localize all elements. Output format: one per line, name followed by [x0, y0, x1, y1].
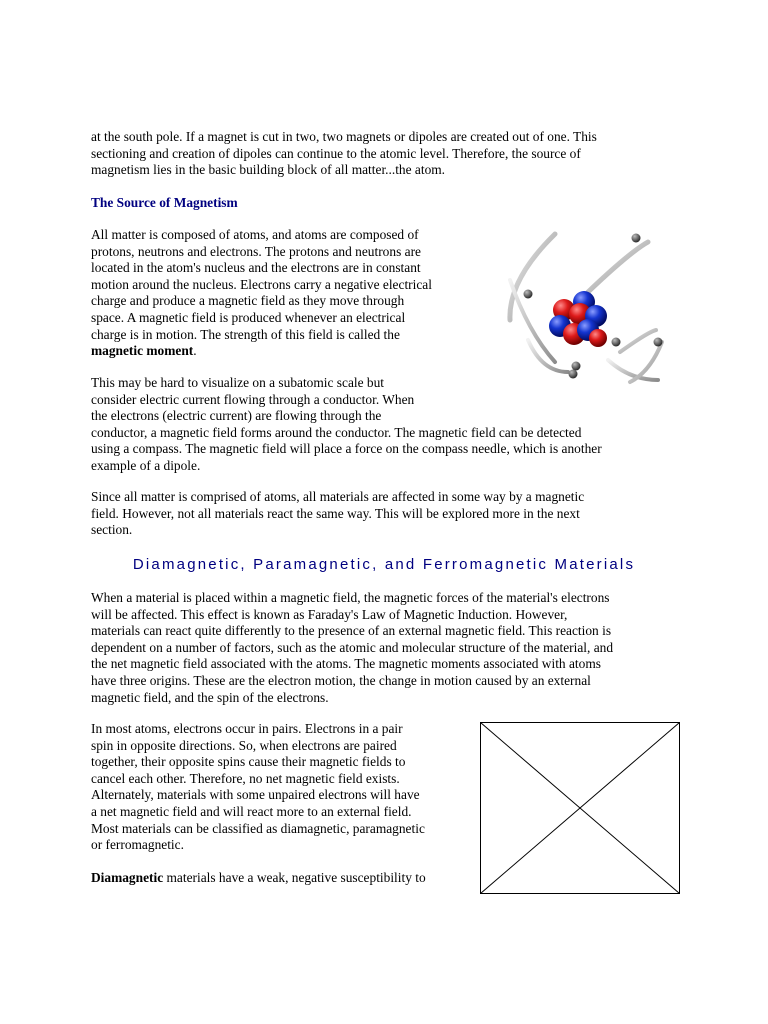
- period: .: [193, 343, 197, 359]
- text-line: cancel each other. Therefore, no net magnetic field exists.: [91, 770, 400, 786]
- text-line: at the south pole. If a magnet is cut in two, two magnets or dipoles are created out of one. This: [91, 129, 597, 144]
- text-line: charge is in motion. The strength of this field is called the: [91, 326, 400, 342]
- text-line: or ferromagnetic.: [91, 837, 184, 853]
- proton: [589, 329, 607, 347]
- text-line: section.: [91, 522, 133, 538]
- text-line: sectioning and creation of dipoles can continue to the atomic level. Therefore, the source of: [91, 145, 581, 161]
- text-line: conductor, a magnetic field forms around the conductor. The magnetic field can be detected: [91, 424, 582, 440]
- text-line: together, their opposite spins cause their magnetic fields to: [91, 754, 406, 770]
- section-heading-source-of-magnetism: The Source of Magnetism: [91, 195, 238, 210]
- electron: [572, 362, 581, 371]
- since-paragraph: [91, 489, 691, 539]
- text-line: space. A magnetic field is produced whenever an electrical: [91, 309, 406, 325]
- text-line: materials can react quite differently to the presence of an external magnetic field. This reaction is: [91, 623, 612, 639]
- text-line: located in the atom's nucleus and the electrons are in constant: [91, 260, 421, 276]
- text-line: consider electric current flowing through a conductor. When: [91, 391, 415, 407]
- text-line: field. However, not all materials react the same way. This will be explored more in the next: [91, 505, 580, 521]
- text-line: magnetism lies in the basic building block of all matter...the atom.: [91, 162, 446, 178]
- intro-paragraph: [91, 129, 691, 179]
- section-heading-magnetic-materials: Diamagnetic, Paramagnetic, and Ferromagnetic Materials: [132, 556, 636, 573]
- text-line: magnetic field, and the spin of the electrons.: [91, 689, 329, 705]
- electron: [524, 290, 533, 299]
- diamagnetic-term: Diamagnetic: [91, 870, 164, 885]
- text-line: the net magnetic field associated with the atoms. The magnetic moments associated with atoms: [91, 656, 601, 672]
- magnetic-moment-term: magnetic moment: [91, 343, 194, 359]
- text-line: have three origins. These are the electron motion, the change in motion caused by an external: [91, 672, 591, 688]
- placed-paragraph: [91, 590, 691, 706]
- pairs-paragraph: [91, 721, 476, 854]
- text-line: using a compass. The magnetic field will place a force on the compass needle, which is another: [91, 441, 602, 457]
- text-line: Alternately, materials with some unpaired electrons will have: [91, 787, 420, 803]
- text-line: All matter is composed of atoms, and atoms are composed of: [91, 227, 419, 242]
- text-line: will be affected. This effect is known as Faraday's Law of Magnetic Induction. However,: [91, 606, 568, 622]
- text-line: Since all matter is comprised of atoms, all materials are affected in some way by a magnetic: [91, 489, 585, 504]
- visualize-paragraph: [91, 375, 691, 475]
- text-line: In most atoms, electrons occur in pairs. Electrons in a pair: [91, 721, 403, 736]
- text-line: This may be hard to visualize on a subatomic scale but: [91, 375, 385, 390]
- image-placeholder: [480, 722, 680, 894]
- nucleus: [549, 291, 607, 347]
- source-paragraph: [91, 227, 476, 360]
- electron: [632, 234, 641, 243]
- text-line: When a material is placed within a magnetic field, the magnetic forces of the material's electrons: [91, 590, 610, 605]
- text-line: Most materials can be classified as diamagnetic, paramagnetic: [91, 820, 425, 836]
- text-line: the electrons (electric current) are flowing through the: [91, 408, 382, 424]
- text-line: protons, neutrons and electrons. The protons and neutrons are: [91, 243, 421, 259]
- text-line: motion around the nucleus. Electrons carry a negative electrical: [91, 276, 432, 292]
- diamagnetic-paragraph: [91, 870, 476, 887]
- electron: [612, 338, 621, 347]
- text-line: example of a dipole.: [91, 457, 201, 473]
- text-line: dependent on a number of factors, such as the atomic and molecular structure of the material, and: [91, 639, 614, 655]
- text-line: spin in opposite directions. So, when electrons are paired: [91, 737, 397, 753]
- electron: [654, 338, 663, 347]
- text-line: a net magnetic field and will react more to an external field.: [91, 803, 412, 819]
- diamagnetic-text: materials have a weak, negative susceptibility to: [163, 870, 426, 885]
- text-line: charge and produce a magnetic field as they move through: [91, 293, 405, 309]
- text-line: [91, 343, 476, 360]
